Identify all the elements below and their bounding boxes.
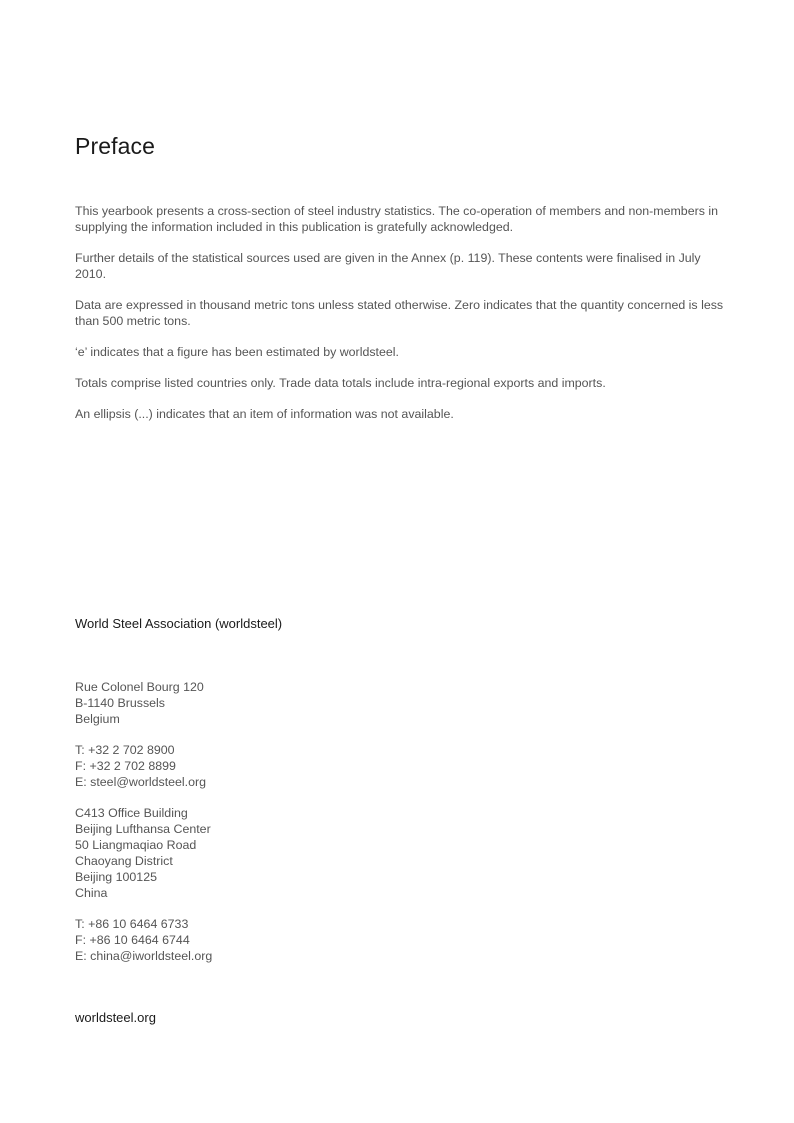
email-line: E: china@iworldsteel.org — [75, 949, 213, 963]
beijing-address — [75, 805, 475, 901]
preface-paragraph: Further details of the statistical sources used are given in the Annex (p. 119). These contents were finalised in July 2010. — [75, 251, 701, 281]
phone-line: T: +32 2 702 8900 — [75, 743, 175, 757]
website-url: worldsteel.org — [75, 1010, 156, 1025]
address-line: Beijing 100125 — [75, 870, 157, 884]
address-block — [75, 679, 475, 979]
address-line: China — [75, 886, 108, 900]
address-line: Chaoyang District — [75, 854, 173, 868]
address-line: Belgium — [75, 712, 120, 726]
address-line: B-1140 Brussels — [75, 696, 165, 710]
email-line: E: steel@worldsteel.org — [75, 775, 207, 789]
page-title: Preface — [75, 133, 155, 159]
phone-line: T: +86 10 6464 6733 — [75, 917, 189, 931]
preface-paragraph: Totals comprise listed countries only. Trade data totals include intra-regional exports and imports. — [75, 376, 606, 390]
fax-line: F: +86 10 6464 6744 — [75, 933, 190, 947]
preface-body — [75, 203, 725, 437]
preface-paragraph: ‘e’ indicates that a figure has been estimated by worldsteel. — [75, 345, 399, 359]
address-line: 50 Liangmaqiao Road — [75, 838, 197, 852]
beijing-contact — [75, 916, 475, 964]
organization-name: World Steel Association (worldsteel) — [75, 616, 283, 631]
address-line: Rue Colonel Bourg 120 — [75, 680, 204, 694]
fax-line: F: +32 2 702 8899 — [75, 759, 176, 773]
brussels-address — [75, 679, 475, 727]
preface-paragraph: An ellipsis (...) indicates that an item of information was not available. — [75, 407, 454, 421]
address-line: C413 Office Building — [75, 806, 188, 820]
address-line: Beijing Lufthansa Center — [75, 822, 211, 836]
preface-paragraph: This yearbook presents a cross-section of steel industry statistics. The co-operation of members and non-members in supplying the information included in this publication is gratefully acknowledged. — [75, 204, 718, 234]
brussels-contact — [75, 742, 475, 790]
preface-paragraph: Data are expressed in thousand metric tons unless stated otherwise. Zero indicates that the quantity concerned is less than 500 metric tons. — [75, 298, 724, 328]
